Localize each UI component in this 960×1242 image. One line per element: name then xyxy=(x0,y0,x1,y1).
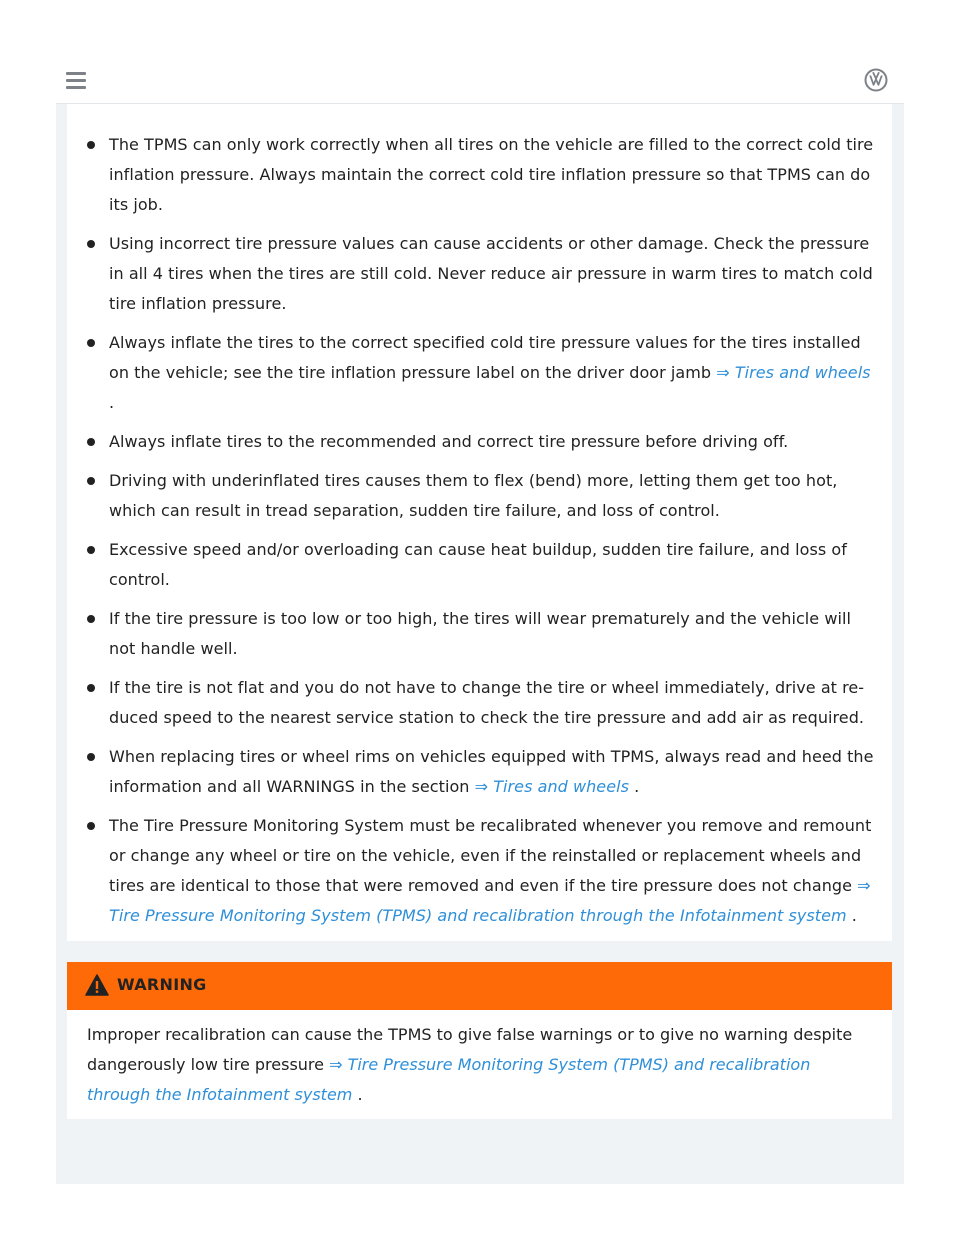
bullet-item: Excessive speed and/or overloading can cause heat buildup, sudden tire failure, and loss of control. xyxy=(85,535,875,595)
bullet-item: Always inflate tires to the recommended and correct tire pressure before driving off. xyxy=(85,427,875,457)
tpms-recalibration-link[interactable]: ⇒ Tire Pressure Monitoring System (TPMS) and recalibration through the Infotainment system xyxy=(87,1055,811,1104)
content-card xyxy=(67,70,892,941)
warning-body: Improper recalibration can cause the TPMS to give false warnings or to give no warning despite dangerously low tire pressure ⇒ Tire Pressure Monitoring System (TPMS) and recalibration through the Infotainment system . xyxy=(87,1025,853,1104)
bullet-item: Always inflate the tires to the correct specified cold tire pressure values for the tires installed on the vehicle; see the tire inflation pressure label on the driver door jamb ⇒ Tires and wheels . xyxy=(85,328,875,418)
warning-triangle-icon xyxy=(85,974,109,996)
warning-title: WARNING xyxy=(117,975,207,994)
tpms-recalibration-link[interactable]: ⇒ Tire Pressure Monitoring System (TPMS) and recalibration through the Infotainment system xyxy=(109,876,871,925)
hamburger-menu-icon[interactable] xyxy=(64,68,88,92)
bullet-item: Using incorrect tire pressure values can cause accidents or other damage. Check the pressure in all 4 tires when the tires are still cold. Never reduce air pressure in warm tires to match cold tire inflation pressure. xyxy=(85,229,875,319)
warning-box xyxy=(67,962,892,1119)
bullet-item: The TPMS can only work correctly when all tires on the vehicle are filled to the correct cold tire inflation pressure. Always maintain the correct cold tire inflation pressure so that TPMS can do its job. xyxy=(85,130,875,220)
warning-header xyxy=(67,962,892,1010)
vw-logo-icon[interactable] xyxy=(864,68,888,92)
bullet-item: If the tire pressure is too low or too high, the tires will wear prematurely and the vehicle will not handle well. xyxy=(85,604,875,664)
bullet-item: If the tire is not flat and you do not have to change the tire or wheel immediately, drive at re-duced speed to the nearest service station to check the tire pressure and add air as required. xyxy=(85,673,875,733)
bullet-item: When replacing tires or wheel rims on vehicles equipped with TPMS, always read and heed the information and all WARNINGS in the section ⇒ Tires and wheels . xyxy=(85,742,875,802)
bullet-item: Driving with underinflated tires causes them to flex (bend) more, letting them get too hot, which can result in tread separation, sudden tire failure, and loss of control. xyxy=(85,466,875,526)
tires-and-wheels-link[interactable]: ⇒ Tires and wheels xyxy=(474,777,629,796)
top-bar xyxy=(56,56,904,104)
tires-and-wheels-link[interactable]: ⇒ Tires and wheels xyxy=(716,363,871,382)
bullet-item: The Tire Pressure Monitoring System must be recalibrated whenever you remove and remount or change any wheel or tire on the vehicle, even if the reinstalled or replacement wheels and tires are identical to those that were removed and even if the tire pressure does not change ⇒ Tire Pressure Monitoring System (TPMS) and recalibration through the Infotainment system . xyxy=(85,811,875,931)
warning-bullet-list xyxy=(85,130,875,940)
